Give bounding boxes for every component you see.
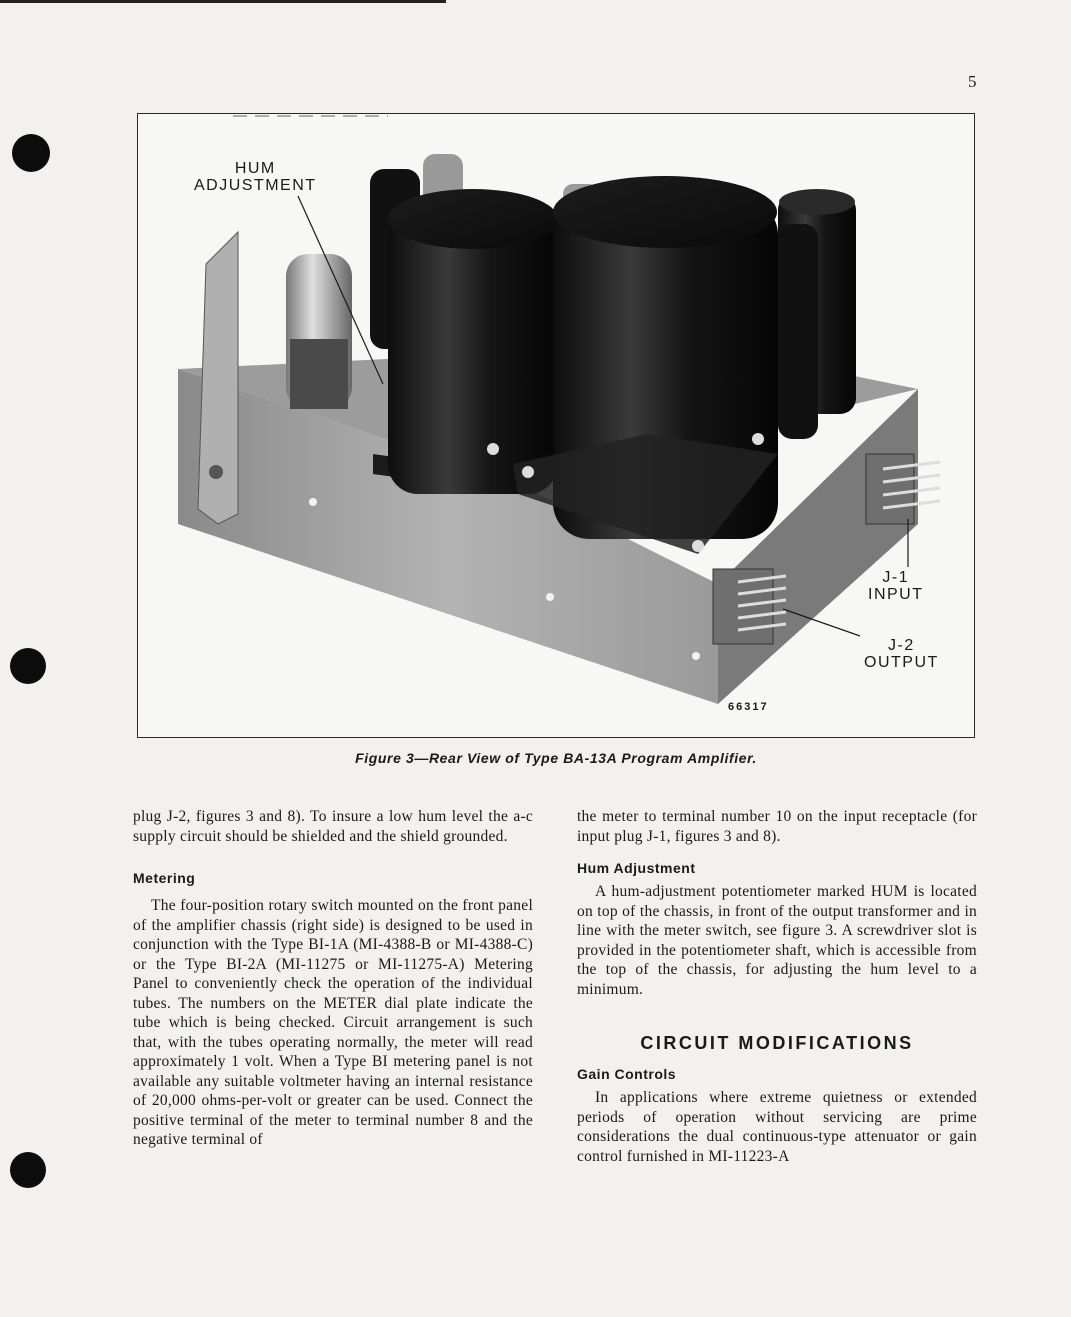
left-paragraph-2: The four-position rotary switch mounted on the front panel of the amplifier chassis (right side) is designed to be used in conjunction with the Type BI-1A (MI-4388-B or MI-4388-C) or the Type BI-2A (MI-11275 or MI-11275-A) Metering Panel to conveniently check the operation of the individual tubes. The numbers on the METER dial plate indicate the tube which is being checked. Circuit arrangement is such that, with the tubes operating normally, the meter will read approximately 1 volt. When a Type BI metering panel is not available any suitable voltmeter having an internal resistance of 20,000 ohms-per-volt or greater can be used. Connect the positive terminal of the meter to terminal number 8 and the negative terminal of [133, 897, 533, 1148]
amplifier-photo-illustration [138, 114, 974, 737]
punch-hole-top [12, 134, 50, 172]
j1-input-label-line2: INPUT [868, 586, 924, 603]
hum-adjustment-label-line1: HUM [234, 160, 276, 177]
photo-number: 66317 [728, 701, 769, 713]
right-paragraph-1: the meter to terminal number 10 on the input receptacle (for input plug J-1, figures 3 and 8). [577, 808, 977, 845]
page-number: 5 [968, 72, 977, 91]
figure-caption: Figure 3—Rear View of Type BA-13A Program Amplifier. [355, 750, 757, 766]
j1-input-label [868, 569, 924, 603]
right-column [577, 807, 977, 1166]
j2-output-label [864, 637, 939, 671]
heading-gain-controls: Gain Controls [577, 1066, 677, 1082]
heading-hum-adjustment: Hum Adjustment [577, 860, 696, 876]
j1-input-label-line1: J-1 [882, 569, 910, 586]
left-paragraph-1: plug J-2, figures 3 and 8). To insure a low hum level the a-c supply circuit should be shielded and the shield grounded. [133, 808, 533, 845]
j2-output-label-line1: J-2 [888, 637, 915, 654]
punch-hole-middle [10, 648, 46, 684]
hum-adjustment-label [194, 160, 317, 194]
section-title-circuit-modifications: CIRCUIT MODIFICATIONS [640, 1033, 914, 1053]
punch-hole-bottom [10, 1152, 46, 1188]
hum-adjustment-label-line2: ADJUSTMENT [194, 177, 317, 194]
j2-output-label-line2: OUTPUT [864, 654, 939, 671]
right-paragraph-2: A hum-adjustment potentiometer marked HUM is located on top of the chassis, in front of the output transformer and in line with the meter switch, see figure 3. A screwdriver slot is provided in the potentiometer shaft, which is accessible from the top of the chassis, for adjusting the hum level to a minimum. [577, 883, 977, 998]
scan-edge-bar [0, 0, 446, 3]
left-column [133, 807, 533, 1150]
right-paragraph-3: In applications where extreme quietness or extended periods of operation without servicing are prime considerations the dual continuous-type attenuator or gain control furnished in MI-11223-A [577, 1089, 977, 1165]
figure-3-photo [137, 113, 975, 738]
heading-metering: Metering [133, 870, 196, 886]
